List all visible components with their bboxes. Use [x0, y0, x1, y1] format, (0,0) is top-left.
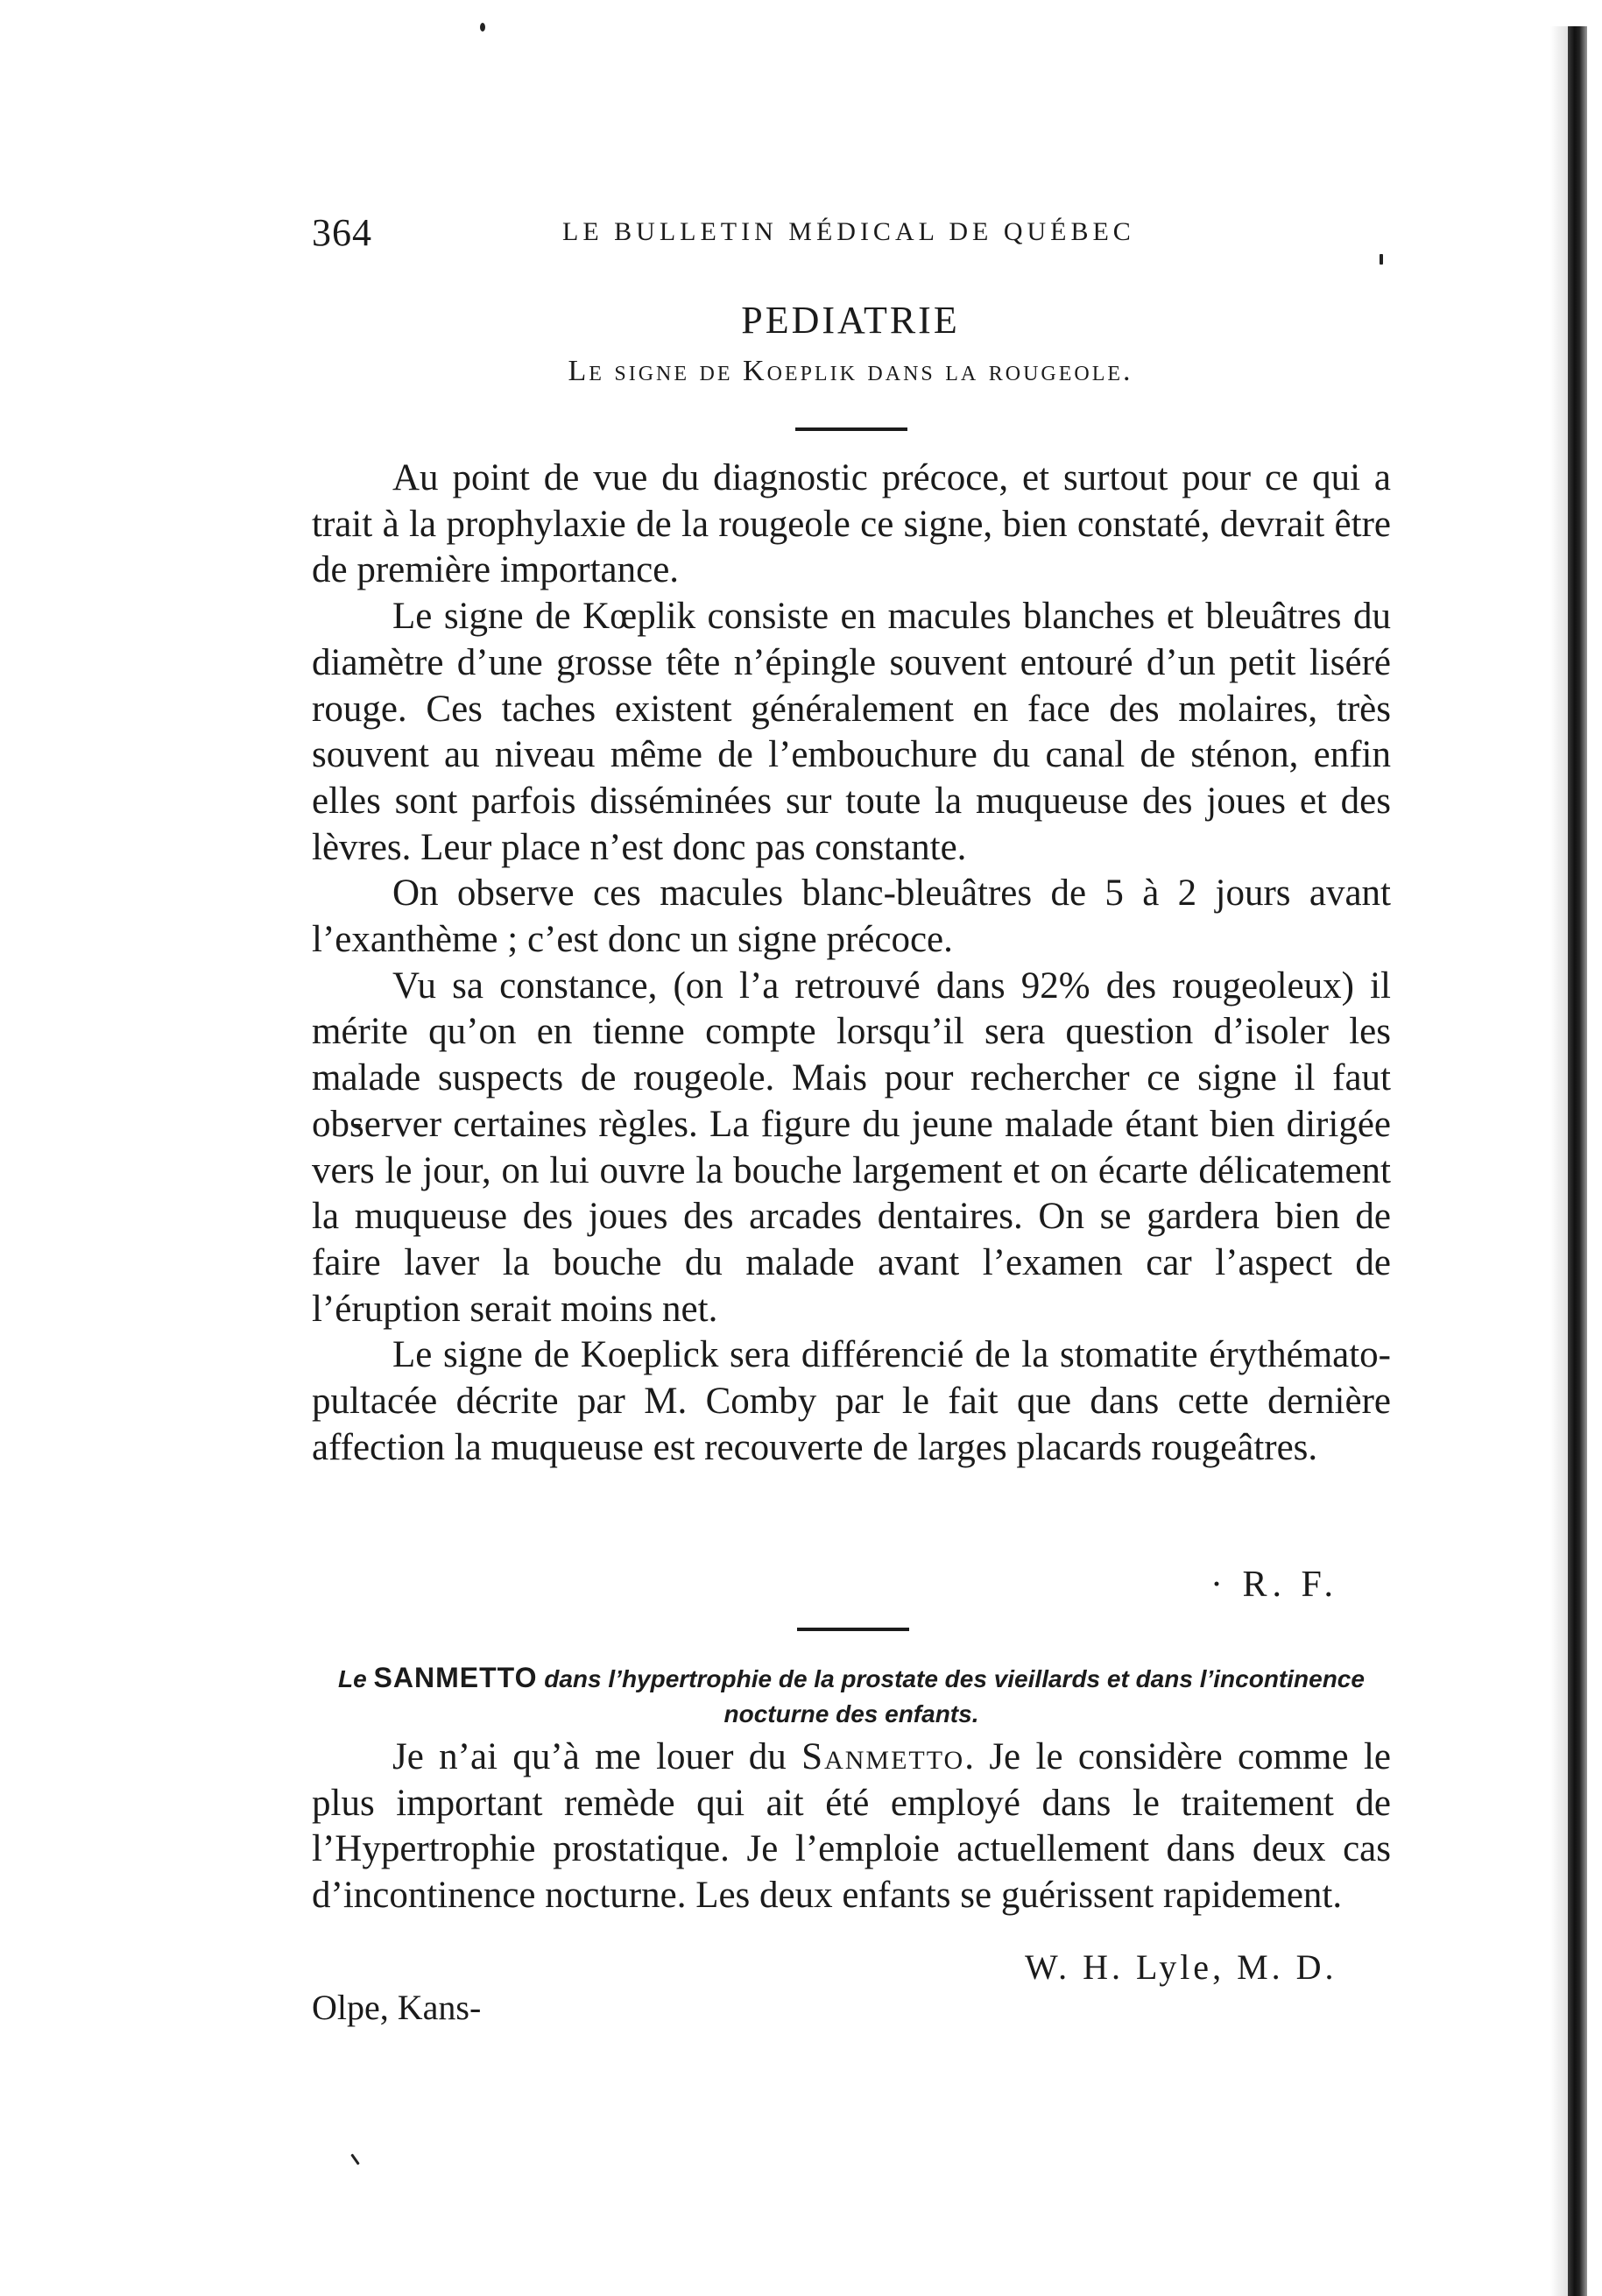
article-paragraph: Le signe de Kœplik consiste en macules blanches et bleuâtres du diamètre d’une grosse tête n’épingle souvent entouré d’un petit liséré rouge. Ces taches existent généralement en face des molaires, très souvent au niveau même de l’embouchure du canal de sténon, enfin elles sont parfois disséminées sur toute la muqueuse des joues et des lèvres. Leur place n’est donc pas constante.	[312, 596, 1391, 868]
ad-brand: SANMETTO	[373, 1662, 538, 1693]
article-body	[312, 456, 1391, 1471]
advertisement-paragraph	[312, 1734, 1391, 1919]
ad-brand-prefix: Le	[338, 1665, 374, 1692]
ad-body-rest: . Je le considère comme le plus important remède qui ait été employé dans le traitement de l’Hypertrophie prostatique. Je l’emploie actuellement dans deux cas d’incontinence nocturne. Les deux enfants se guérissent rapidement.	[312, 1736, 1391, 1917]
page-number: 364	[312, 211, 372, 254]
ink-speck	[350, 2153, 359, 2165]
page-edge	[1568, 26, 1587, 2296]
ad-body-start: Je n’ai qu’à me louer du	[392, 1736, 802, 1777]
advertisement-heading	[312, 1660, 1391, 1732]
article-paragraph: Au point de vue du diagnostic précoce, et surtout pour ce qui a trait à la prophylaxie de la rougeole ce signe, bien constaté, devrait être de première importance.	[312, 457, 1391, 591]
article-paragraph: Vu sa constance, (on l’a retrouvé dans 92% des rougeoleux) il mérite qu’on en tienne compte lorsqu’il sera question d’isoler les malade suspects de rougeole. Mais pour rechercher ce signe il faut observer certaines règles. La figure du jeune malade étant bien dirigée vers le jour, on lui ouvre la bouche largement et on écarte délicatement la muqueuse des joues des arcades dentaires. On se gardera bien de faire laver la bouche du malade avant l’examen car l’aspect de l’éruption serait moins net.	[312, 964, 1391, 1330]
article-paragraph: Le signe de Koeplick sera différencié de la stomatite érythémato-pultacée décrite par M. Comby par le fait que dans cette dernière affection la muqueuse est recouverte de larges placards rougeâtres.	[312, 1334, 1391, 1468]
page-edge-shadow	[1550, 26, 1570, 2296]
ad-body-brand: Sanmetto	[801, 1736, 965, 1777]
article-paragraph: On observe ces macules blanc-bleuâtres de 5 à 2 jours avant l’exanthème ; c’est donc un signe précoce.	[312, 872, 1391, 961]
advertisement-place: Olpe, Kans-	[312, 1988, 482, 2027]
title-divider	[795, 427, 907, 431]
ink-speck	[480, 23, 485, 32]
article-title: Le signe de Koeplik dans la rougeole.	[568, 355, 1133, 387]
ad-heading-text: dans l’hypertrophie de la prostate des vieillards et dans l’incontinence nocturne des enfants.	[537, 1665, 1365, 1727]
advertisement-signature: W. H. Lyle, M. D.	[1025, 1947, 1337, 1987]
section-divider	[797, 1628, 909, 1631]
advertisement-body	[312, 1734, 1391, 1919]
journal-title: LE BULLETIN MÉDICAL DE QUÉBEC	[562, 217, 1135, 246]
article-signature: · R. F.	[1210, 1565, 1338, 1605]
section-title: PEDIATRIE	[741, 299, 960, 342]
running-head	[312, 210, 1433, 263]
